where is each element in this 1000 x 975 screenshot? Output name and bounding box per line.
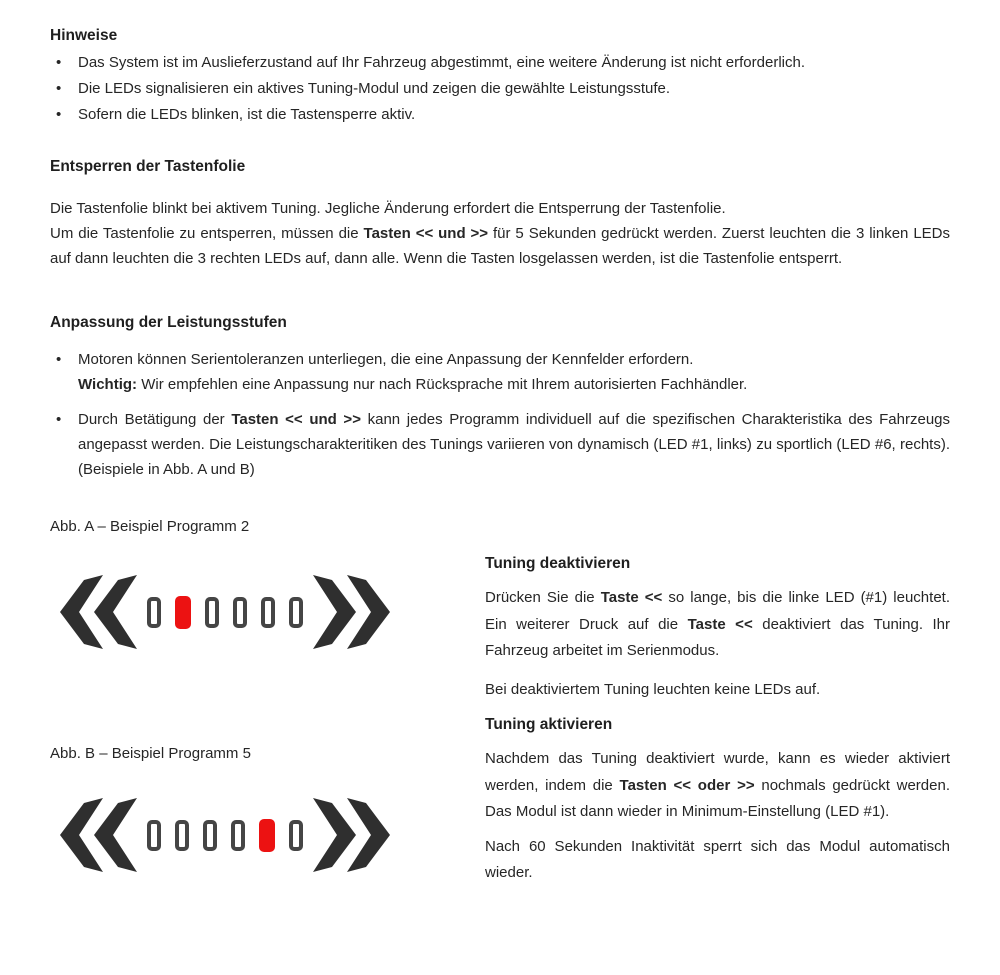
led-indicator-off <box>289 597 303 628</box>
led-indicator-off <box>289 820 303 851</box>
anpassung-bullet1-line2: Wichtig: Wir empfehlen eine Anpassung nur nach Rücksprache mit Ihrem autorisierten Fachhändler. <box>78 376 748 393</box>
double-chevron-right-icon <box>312 798 390 872</box>
section-hinweise <box>50 26 950 127</box>
entsperren-paragraph-1: Die Tastenfolie blinkt bei aktivem Tuning. Jegliche Änderung erfordert die Entsperrung der Tastenfolie. <box>50 200 726 217</box>
heading-anpassung: Anpassung der Leistungsstufen <box>50 314 287 331</box>
led-indicator-off <box>203 820 217 851</box>
led-indicator-off <box>205 597 219 628</box>
figure-a-led-panel <box>60 573 390 651</box>
instructions-column <box>485 514 950 887</box>
figure-b-led-panel <box>60 796 390 874</box>
tuning-aktivieren-paragraph: Nachdem das Tuning deaktiviert wurde, kann es wieder aktiviert werden, indem die Tasten << oder >> nochmals gedrückt werden. Das Modul ist dann wieder in Minimum-Einstellung (LED #1). <box>485 750 950 820</box>
section-entsperren <box>50 157 950 271</box>
led-indicator-off <box>231 820 245 851</box>
hinweise-bullet-list <box>50 50 950 127</box>
led-indicator-off <box>175 820 189 851</box>
list-item <box>50 347 950 397</box>
heading-entsperren: Entsperren der Tastenfolie <box>50 158 246 175</box>
list-item: • Durch Betätigung der Tasten << und >> kann jedes Programm individuell auf die spezifischen Charakteristika des Fahrzeugs angepasst werden. Die Leistungscharakteritiken des Tunings variieren von dynamisch (LED #1, links) zu sportlich (LED #6, rechts).(Beispiele in Abb. A und B) <box>50 407 950 482</box>
list-item: • Sofern die LEDs blinken, ist die Tastensperre aktiv. <box>50 102 950 127</box>
heading-tuning-deaktivieren: Tuning deaktivieren <box>485 555 631 572</box>
entsperren-paragraph-2: Um die Tastenfolie zu entsperren, müssen die Tasten << und >> für 5 Sekunden gedrückt werden. Zuerst leuchten die 3 linken LEDs auf dann leuchten die 3 rechten LEDs auf, dann alle. Wenn die Tasten losgelassen werden, ist die Tastenfolie entsperrt. <box>50 225 951 267</box>
led-indicator-off <box>147 597 161 628</box>
anpassung-bullet1-line1: • Motoren können Serientoleranzen unterliegen, die eine Anpassung der Kennfelder erfordern. <box>78 351 694 368</box>
figures-column <box>50 514 485 887</box>
list-item: • Das System ist im Auslieferzustand auf Ihr Fahrzeug abgestimmt, eine weitere Änderung ist nicht erforderlich. <box>50 50 950 75</box>
led-indicator-off <box>261 597 275 628</box>
led-indicator-off <box>147 820 161 851</box>
double-chevron-right-icon <box>312 575 390 649</box>
tuning-aktivieren-note: Nach 60 Sekunden Inaktivität sperrt sich das Modul automatisch wieder. <box>485 837 950 881</box>
figure-b-label: Abb. B – Beispiel Programm 5 <box>50 745 251 762</box>
led-indicator-on <box>259 819 275 852</box>
tuning-deaktivieren-paragraph: Drücken Sie die Taste << so lange, bis die linke LED (#1) leuchtet. Ein weiterer Druck auf die Taste << deaktiviert das Tuning. Ihr Fahrzeug arbeitet im Serienmodus. <box>485 589 951 659</box>
double-chevron-left-icon <box>60 575 138 649</box>
led-indicator-on <box>175 596 191 629</box>
figures-and-instructions <box>50 514 950 887</box>
led-strip <box>147 819 303 852</box>
list-item: • Die LEDs signalisieren ein aktives Tuning-Modul und zeigen die gewählte Leistungsstufe. <box>50 76 950 101</box>
led-indicator-off <box>233 597 247 628</box>
anpassung-bullet-list <box>50 347 950 482</box>
section-anpassung <box>50 313 950 482</box>
figure-a-label: Abb. A – Beispiel Programm 2 <box>50 518 250 535</box>
led-strip <box>147 596 303 629</box>
heading-hinweise: Hinweise <box>50 27 118 44</box>
tuning-deaktivieren-note: Bei deaktiviertem Tuning leuchten keine LEDs auf. <box>485 680 821 698</box>
heading-tuning-aktivieren: Tuning aktivieren <box>485 716 613 733</box>
double-chevron-left-icon <box>60 798 138 872</box>
